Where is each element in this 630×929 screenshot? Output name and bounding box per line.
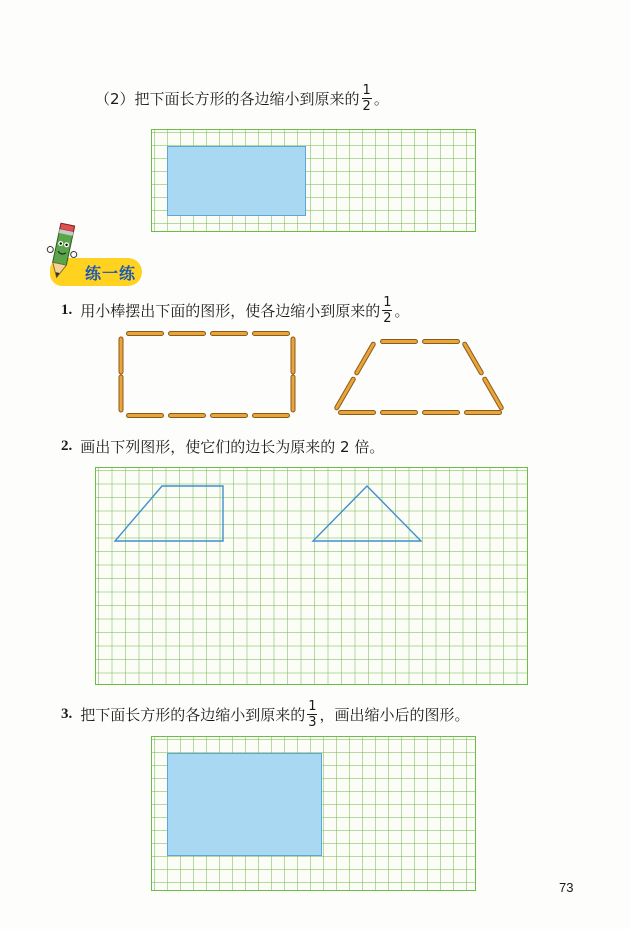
stick [119, 337, 124, 375]
question-number: 2. [61, 438, 73, 454]
question-3-text: 把下面长方形的各边缩小到原来的 [80, 706, 306, 724]
fraction-numerator: 1 [383, 295, 392, 310]
fraction-denominator: 3 [308, 715, 317, 730]
grid-question-3 [151, 736, 476, 891]
part2-fraction [362, 84, 372, 113]
question-number: 1. [61, 302, 73, 318]
grid-question-2 [95, 467, 528, 685]
question-3-suffix: ，画出缩小后的图形。 [319, 706, 470, 724]
question-number: 3. [61, 706, 73, 722]
fraction-denominator: 2 [383, 311, 392, 326]
stick [464, 410, 502, 415]
question-1 [61, 296, 410, 325]
question-1-text: 用小棒摆出下面的图形，使各边缩小到原来的 [80, 302, 381, 320]
stick [481, 376, 504, 411]
stick [168, 413, 206, 418]
stick [119, 375, 124, 413]
stick [210, 413, 248, 418]
stick [353, 341, 376, 376]
question-3 [61, 700, 470, 729]
question-1-suffix: 。 [394, 302, 410, 320]
stick [291, 337, 296, 375]
question-1-fraction [382, 296, 392, 325]
stick [422, 339, 460, 344]
stick [380, 339, 418, 344]
fraction-numerator: 1 [362, 83, 371, 98]
part2-text: （2）把下面长方形的各边缩小到原来的 [95, 90, 360, 108]
triangle-shape [313, 486, 421, 541]
stick [291, 375, 296, 413]
stick [333, 376, 356, 411]
part2-suffix: 。 [373, 90, 389, 108]
fraction-denominator: 2 [362, 99, 371, 114]
section-badge-label: 练一练 [84, 263, 136, 283]
question-2-text: 画出下列图形，使它们的边长为原来的 2 倍。 [80, 438, 385, 456]
grid-part2 [151, 129, 476, 232]
stick [210, 331, 248, 336]
question-2 [61, 436, 384, 457]
stick [338, 410, 376, 415]
rectangle-shape [167, 146, 306, 216]
stick [126, 331, 164, 336]
stick [461, 341, 484, 376]
stick [168, 331, 206, 336]
page-number: 73 [559, 880, 574, 895]
fraction-numerator: 1 [308, 699, 317, 714]
stick [252, 331, 290, 336]
rectangle-shape [167, 753, 322, 856]
question-2-shapes [96, 468, 529, 686]
pencil-mascot-icon [42, 222, 82, 284]
stick [126, 413, 164, 418]
part2-instruction [95, 84, 389, 113]
question-3-fraction [307, 700, 317, 729]
stick [252, 413, 290, 418]
trapezoid-shape [115, 486, 223, 541]
stick [422, 410, 460, 415]
stick [380, 410, 418, 415]
